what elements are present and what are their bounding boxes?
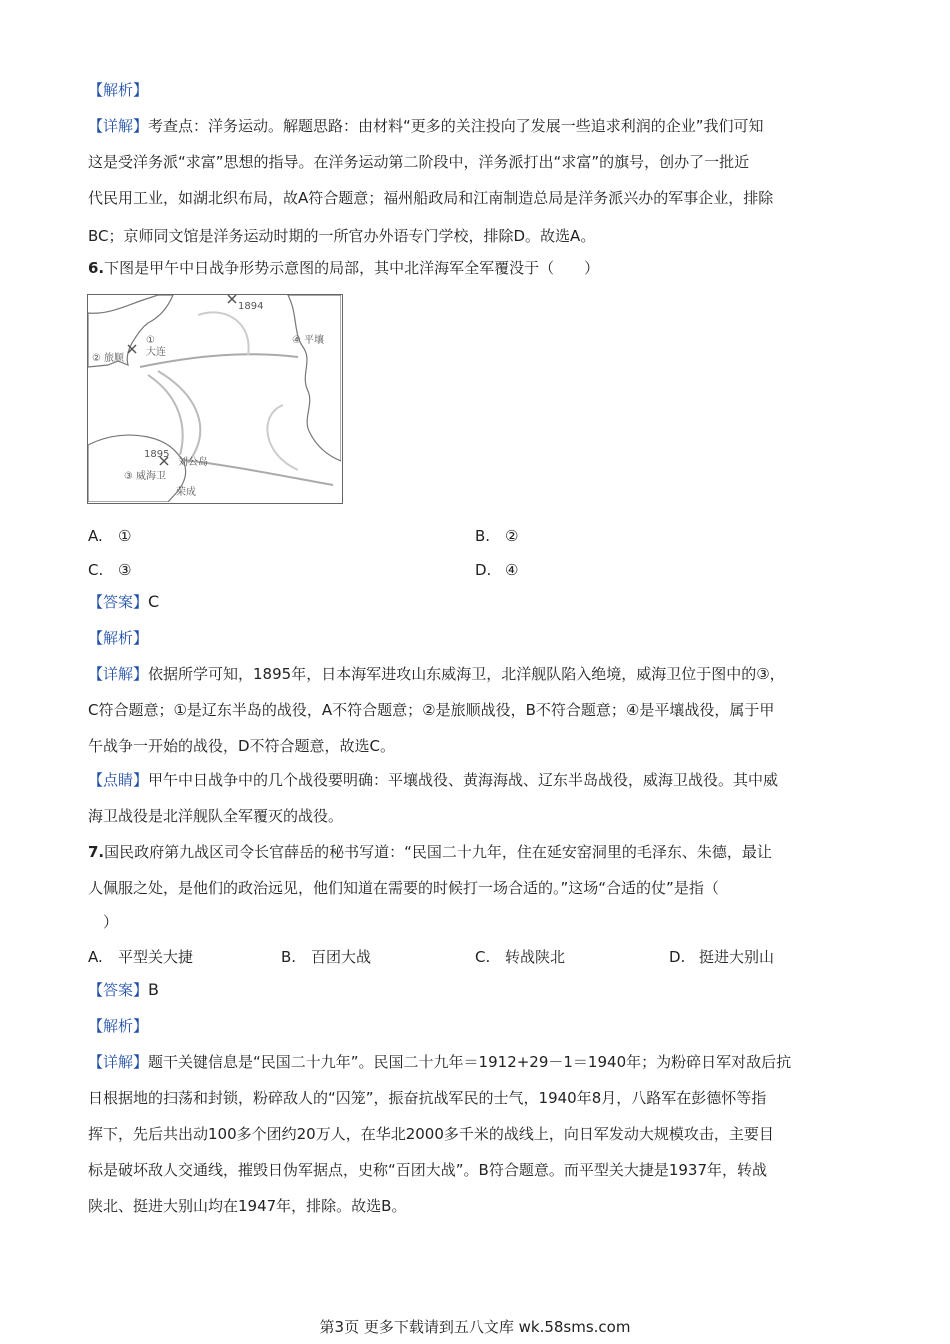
- q5-detail-line-2: 这是受洋务派“求富”思想的指导。在洋务运动第二阶段中，洋务派打出“求富”的旗号，创办了一批近: [88, 153, 750, 171]
- map-label-2: ②: [92, 353, 101, 364]
- q6-option-c[interactable]: C. ③: [88, 561, 132, 579]
- map-label-3: ③: [124, 471, 133, 482]
- q6-dianjing-line-2: 海卫战役是北洋舰队全军覆灭的战役。: [88, 807, 344, 825]
- q6-detail-line-2: C符合题意；①是辽东半岛的战役，A不符合题意；②是旅顺战役，B不符合题意；④是平壤战役，属于甲: [88, 701, 775, 719]
- q6-stem: 6.下图是甲午中日战争形势示意图的局部，其中北洋海军全军覆没于（ ）: [88, 259, 600, 277]
- q5-detail-line-1: 【详解】考查点：洋务运动。解题思路：由材料“更多的关注投向了发展一些追求利润的企业”我们可知: [88, 117, 764, 135]
- q6-answer: 【答案】C: [88, 592, 160, 611]
- q6-detail-line-3: 午战争一开始的战役，D不符合题意，故选C。: [88, 737, 396, 755]
- q5-detail-tag: 【详解】: [88, 117, 149, 135]
- q6-detail-line-1: 【详解】依据所学可知，1895年，日本海军进攻山东威海卫，北洋舰队陷入绝境，威海卫位于图中的③，: [88, 665, 785, 683]
- map-label-1894: 1894: [238, 301, 264, 312]
- q7-option-c[interactable]: C. 转战陕北: [475, 948, 566, 966]
- coast-korea: [288, 295, 341, 461]
- q7-detail-line-1: 【详解】题干关键信息是“民国二十九年”。民国二十九年＝1912+29－1＝1940年；为粉碎日军对敌后抗: [88, 1053, 792, 1071]
- q7-option-d[interactable]: D. 挺进大别山: [669, 948, 775, 966]
- q7-answer: 【答案】B: [88, 980, 159, 999]
- q6-option-b[interactable]: B. ②: [475, 527, 519, 545]
- map-label-4: ④: [292, 335, 301, 346]
- q6-jiexi-tag: 【解析】: [88, 629, 149, 647]
- q7-detail-line-3: 挥下，先后共出动100多个团约20万人，在华北2000多千米的战线上，向日军发动大规模攻击，主要目: [88, 1125, 774, 1143]
- q6-dianjing-line-1: 【点睛】甲午中日战争中的几个战役要明确：平壤战役、黄海海战、辽东半岛战役，威海卫战役。其中威: [88, 771, 779, 789]
- map-label-pingrang: 平壤: [304, 335, 324, 346]
- q6-dianjing-tag: 【点睛】: [88, 771, 149, 789]
- q7-stem-line-1: 7.国民政府第九战区司令长官薛岳的秘书写道：“民国二十九年，住在延安窑洞里的毛泽东、朱德，最让: [88, 843, 772, 861]
- q6-option-d[interactable]: D. ④: [475, 561, 519, 579]
- q5-detail-line-3: 代民用工业，如湖北织布局，故A符合题意；福州船政局和江南制造总局是洋务派兴办的军事企业，排除: [88, 189, 774, 207]
- q7-detail-tag: 【详解】: [88, 1053, 149, 1071]
- q7-stem-line-2: 人佩服之处，是他们的政治远见，他们知道在需要的时候打一场合适的。”这场“合适的仗”是指（: [88, 879, 719, 897]
- q7-detail-line-2: 日根据地的扫荡和封锁，粉碎敌人的“囚笼”，振奋抗战军民的士气，1940年8月，八路军在彭德怀等指: [88, 1089, 767, 1107]
- sino-japanese-war-map: [87, 294, 343, 504]
- map-label-liugong: 刘公岛: [178, 457, 208, 468]
- map-label-weihaiwei: 威海卫: [136, 471, 166, 482]
- route-line: [198, 312, 249, 355]
- map-label-1895: 1895: [144, 449, 170, 460]
- coast-shandong: [88, 435, 186, 502]
- route-line: [267, 405, 298, 470]
- battle-marker: [228, 295, 236, 303]
- q7-detail-line-5: 陕北、挺进大别山均在1947年，排除。故选B。: [88, 1197, 407, 1215]
- q7-jiexi-tag: 【解析】: [88, 1017, 149, 1035]
- page-footer: 第3页 更多下载请到五八文库 wk.58sms.com: [319, 1318, 631, 1336]
- q7-number: 7.: [88, 843, 105, 861]
- q6-detail-tag: 【详解】: [88, 665, 149, 683]
- q7-detail-line-4: 标是破坏敌人交通线，摧毁日伪军据点，史称“百团大战”。B符合题意。而平型关大捷是1937年，转战: [88, 1161, 768, 1179]
- q6-number: 6.: [88, 259, 105, 277]
- map-label-dalian: 大连: [146, 347, 166, 358]
- map-label-1: ①: [146, 335, 155, 346]
- q5-detail-line-4: BC；京师同文馆是洋务运动时期的一所官办外语专门学校，排除D。故选A。: [88, 227, 596, 245]
- q7-option-b[interactable]: B. 百团大战: [281, 948, 372, 966]
- q7-stem-line-3: ）: [88, 913, 119, 931]
- map-label-rongcheng: 荣成: [176, 487, 196, 498]
- q6-option-a[interactable]: A. ①: [88, 527, 132, 545]
- map-figure: [88, 295, 341, 502]
- q7-option-a[interactable]: A. 平型关大捷: [88, 948, 194, 966]
- q5-jiexi-tag: 【解析】: [88, 81, 149, 99]
- map-label-lushun: 旅顺: [104, 353, 124, 364]
